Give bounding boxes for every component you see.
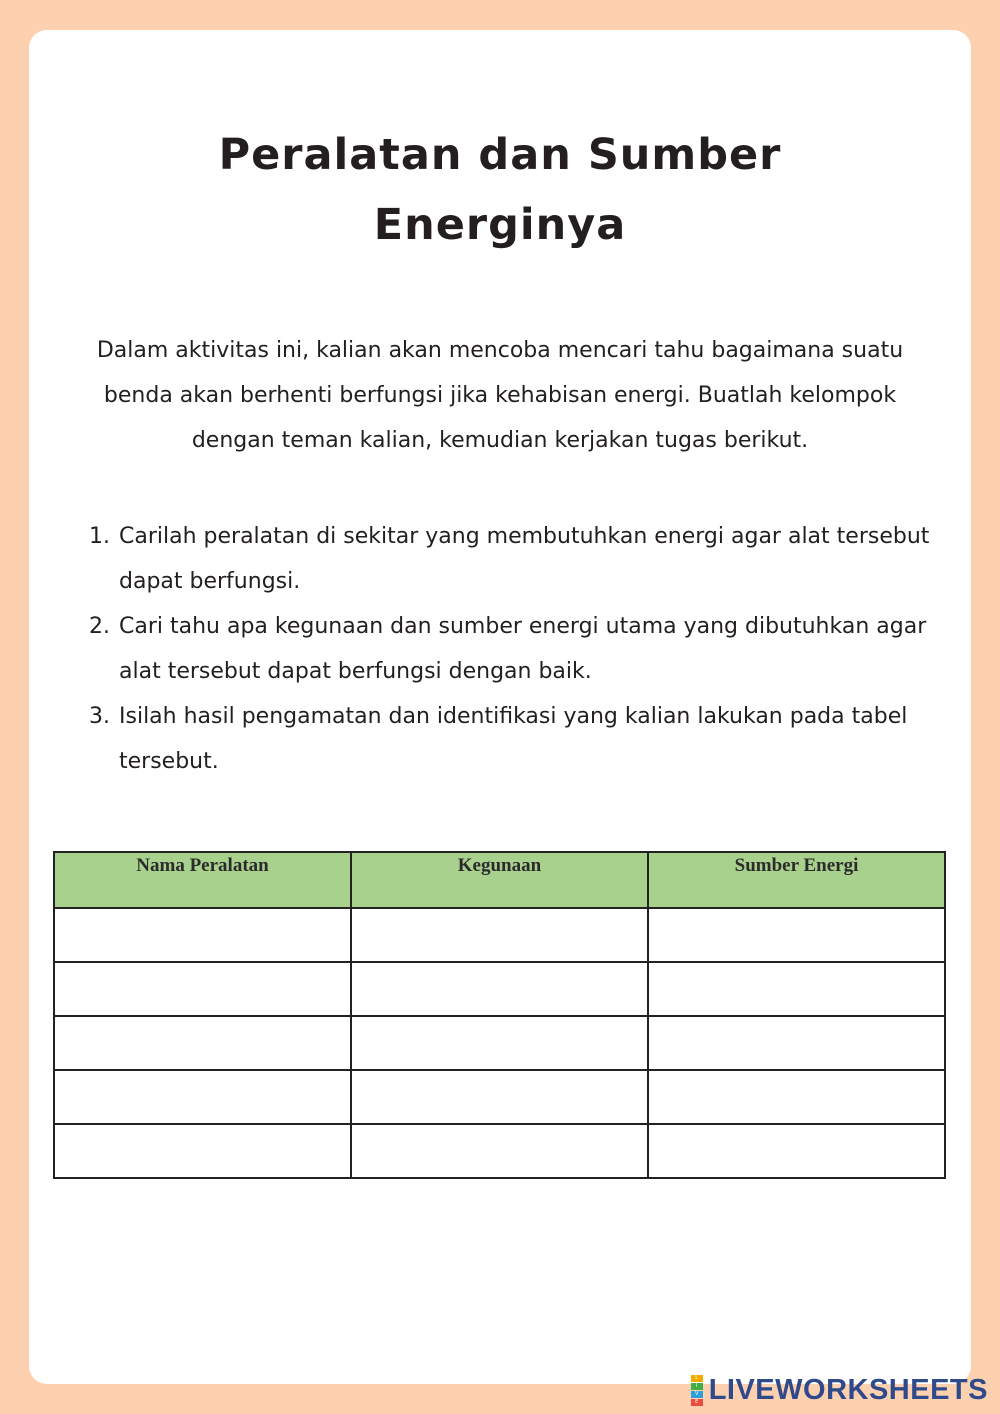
answer-cell[interactable] — [648, 1016, 945, 1070]
answer-cell[interactable] — [54, 1124, 351, 1178]
logo-block: I — [691, 1383, 703, 1390]
answer-cell[interactable] — [54, 962, 351, 1016]
answer-cell[interactable] — [351, 1070, 648, 1124]
answer-cell[interactable] — [351, 1124, 648, 1178]
instruction-item — [89, 604, 939, 694]
answer-cell[interactable] — [54, 908, 351, 962]
liveworksheets-logo-icon — [691, 1375, 703, 1406]
answer-cell[interactable] — [648, 1124, 945, 1178]
table-row — [54, 962, 945, 1016]
table-row — [54, 1070, 945, 1124]
instruction-text: Isilah hasil pengamatan dan identifikasi yang kalian lakukan pada tabel tersebut. — [119, 704, 908, 774]
table-row — [54, 908, 945, 962]
page-title-line-1: Peralatan dan Sumber — [218, 130, 782, 180]
header-kegunaan: Kegunaan — [351, 852, 648, 908]
logo-block: L — [691, 1375, 703, 1382]
logo-block: V — [691, 1391, 703, 1398]
answer-cell[interactable] — [351, 962, 648, 1016]
observation-table — [53, 851, 946, 1179]
answer-cell[interactable] — [54, 1070, 351, 1124]
answer-cell[interactable] — [351, 1016, 648, 1070]
answer-cell[interactable] — [648, 908, 945, 962]
brand-name: LIVEWORKSHEETS — [708, 1373, 988, 1406]
answer-cell[interactable] — [54, 1016, 351, 1070]
instruction-number: 1. — [89, 524, 110, 549]
instruction-number: 2. — [89, 614, 110, 639]
page-title-line-2: Energinya — [373, 200, 627, 250]
instruction-item — [89, 694, 939, 784]
header-sumber-energi: Sumber Energi — [648, 852, 945, 908]
instruction-list — [89, 514, 939, 784]
answer-cell[interactable] — [648, 1070, 945, 1124]
page-title — [29, 120, 971, 260]
intro-paragraph: Dalam aktivitas ini, kalian akan mencoba mencari tahu bagaimana suatu benda akan berhenti berfungsi jika kehabisan energi. Buatlah kelompok dengan teman kalian, kemudian kerjakan tugas berikut. — [96, 338, 904, 453]
table-row — [54, 1124, 945, 1178]
answer-cell[interactable] — [648, 962, 945, 1016]
instruction-item — [89, 514, 939, 604]
header-nama-peralatan: Nama Peralatan — [54, 852, 351, 908]
answer-cell[interactable] — [351, 908, 648, 962]
instruction-text: Carilah peralatan di sekitar yang membutuhkan energi agar alat tersebut dapat berfungsi. — [119, 524, 930, 594]
table-row — [54, 1016, 945, 1070]
instruction-text: Cari tahu apa kegunaan dan sumber energi utama yang dibutuhkan agar alat tersebut dapat berfungsi dengan baik. — [119, 614, 927, 684]
table-header-row — [54, 852, 945, 908]
liveworksheets-brand[interactable] — [691, 1374, 988, 1406]
logo-block: E — [691, 1399, 703, 1406]
worksheet-page — [29, 30, 971, 1384]
instruction-number: 3. — [89, 704, 110, 729]
